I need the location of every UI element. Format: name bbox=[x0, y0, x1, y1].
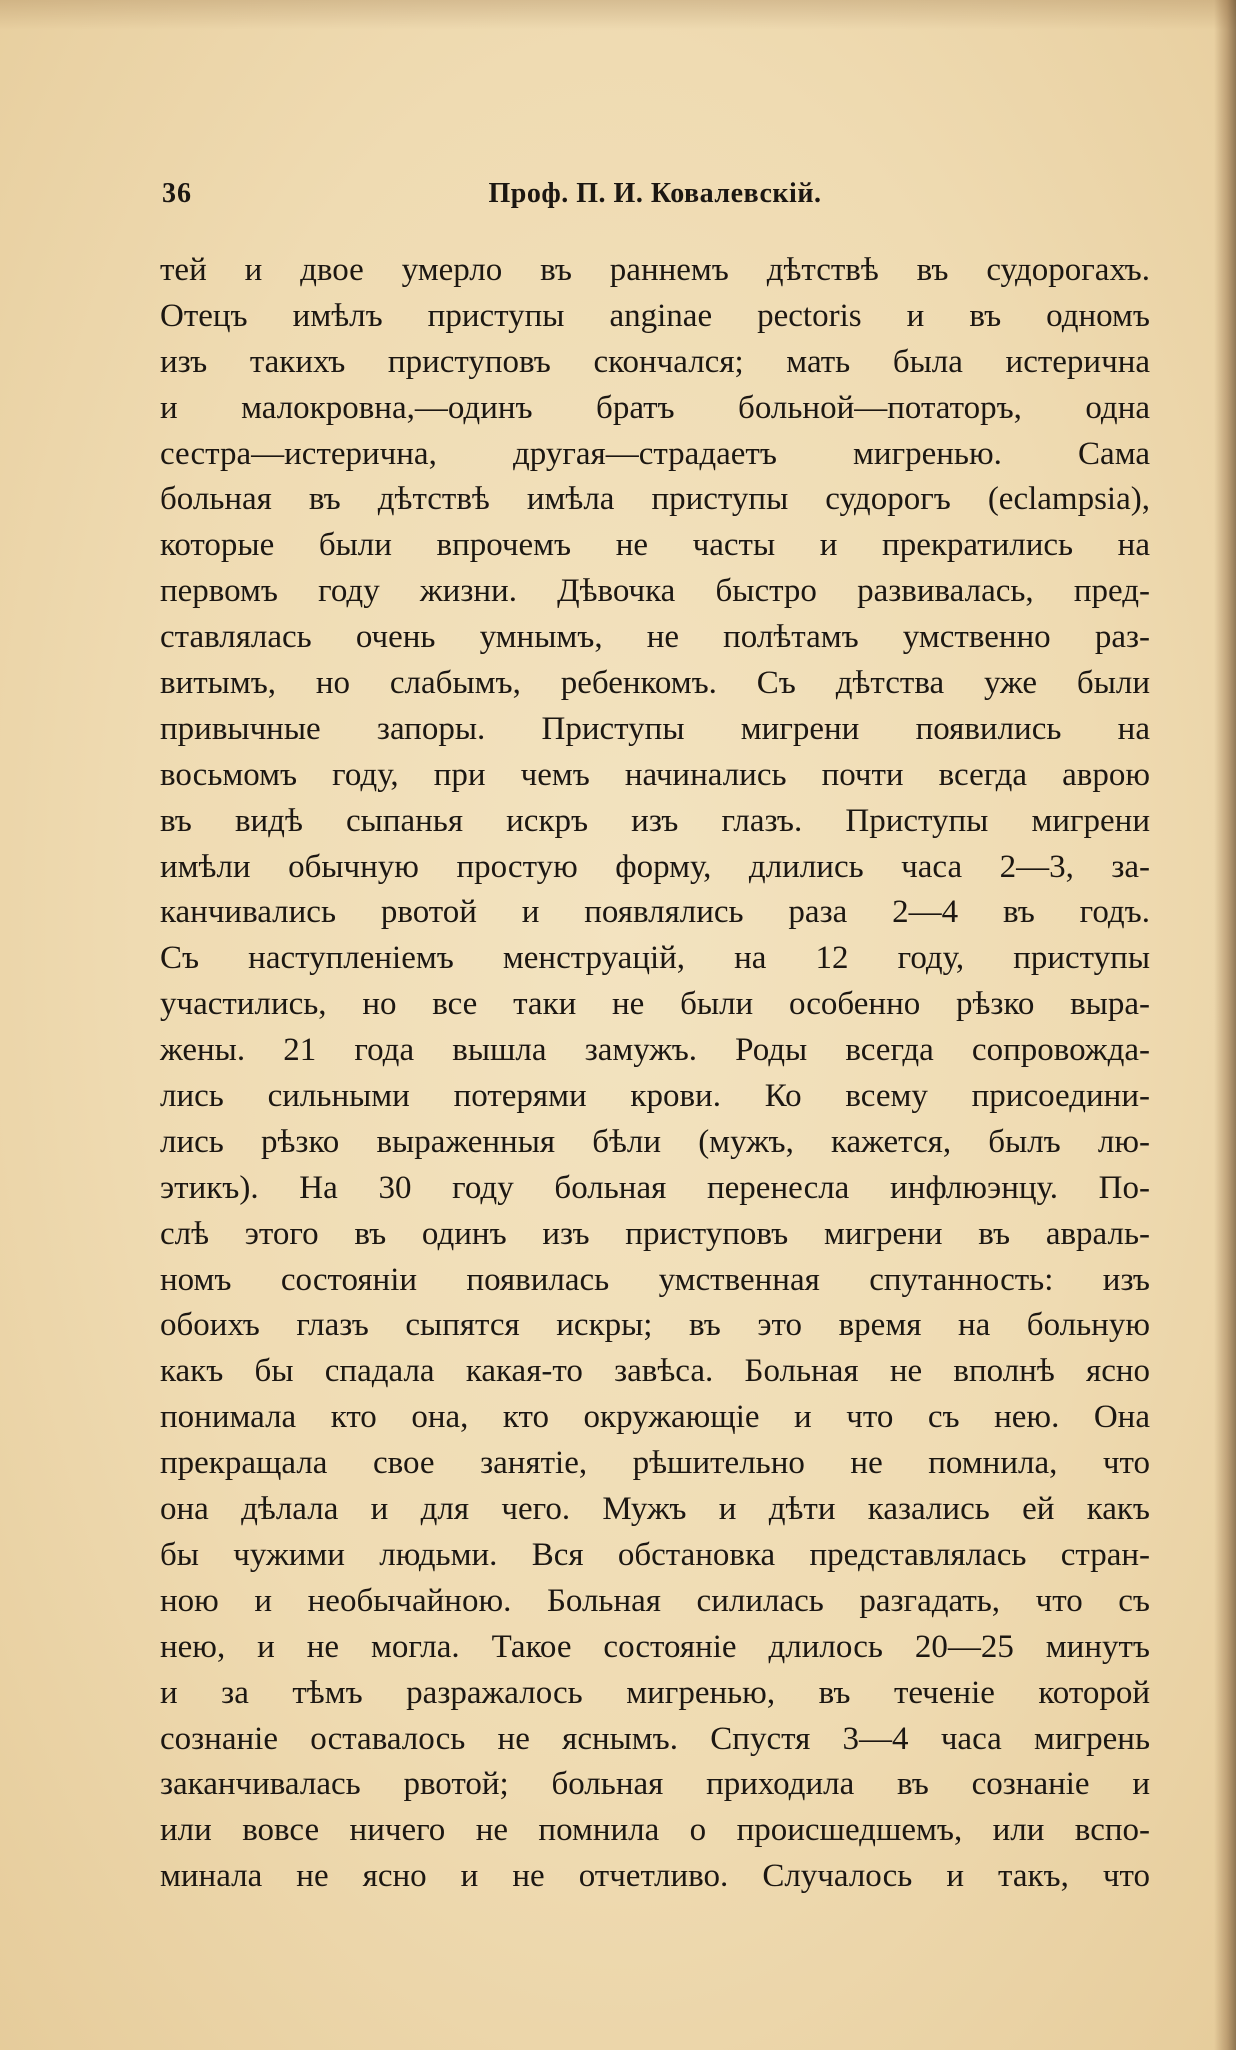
text-line: сознаніе оставалось не яснымъ. Спустя 3—4 часа мигрень bbox=[160, 1720, 1150, 1757]
text-line: заканчивалась рвотой; больная приходила въ сознаніе и bbox=[160, 1766, 1150, 1803]
text-line: нею, и не могла. Такое состояніе длилось 20—25 минутъ bbox=[160, 1628, 1150, 1665]
text-line: лись сильными потерями крови. Ко всему присоедини- bbox=[160, 1078, 1150, 1115]
text-line: этикъ). На 30 году больная перенесла инфлюэнцу. По- bbox=[160, 1169, 1150, 1206]
text-line: или вовсе ничего не помнила о происшедшемъ, или вспо- bbox=[160, 1812, 1150, 1849]
text-line: обоихъ глазъ сыпятся искры; въ это время на больную bbox=[160, 1307, 1150, 1344]
text-line: канчивались рвотой и появлялись раза 2—4 въ годъ. bbox=[160, 894, 1150, 931]
text-line: ною и необычайною. Больная силилась разгадать, что съ bbox=[160, 1582, 1150, 1619]
text-line: которые были впрочемъ не часты и прекратились на bbox=[160, 527, 1150, 564]
text-line: Съ наступленіемъ менструацій, на 12 году, приступы bbox=[160, 940, 1150, 977]
text-line: сестра—истерична, другая—страдаетъ мигренью. Сама bbox=[160, 435, 1150, 472]
running-head: Проф. П. И. Ковалевскій. bbox=[488, 178, 822, 209]
text-line: привычные запоры. Приступы мигрени появились на bbox=[160, 710, 1150, 747]
text-line: бы чужими людьми. Вся обстановка представлялась стран- bbox=[160, 1536, 1150, 1573]
text-line: жены. 21 года вышла замужъ. Роды всегда сопровожда- bbox=[160, 1032, 1150, 1069]
text-line: Отецъ имѣлъ приступы anginae pectoris и въ одномъ bbox=[160, 297, 1150, 334]
page-number: 36 bbox=[162, 178, 192, 209]
text-line: изъ такихъ приступовъ скончался; мать была истерична bbox=[160, 343, 1150, 380]
text-line: лись рѣзко выраженныя бѣли (мужъ, кажется, былъ лю- bbox=[160, 1123, 1150, 1160]
text-line: витымъ, но слабымъ, ребенкомъ. Съ дѣтства уже были bbox=[160, 665, 1150, 702]
text-line: тей и двое умерло въ раннемъ дѣтствѣ въ судорогахъ. bbox=[160, 252, 1150, 288]
text-line: имѣли обычную простую форму, длились часа 2—3, за- bbox=[160, 848, 1150, 885]
page-header bbox=[162, 178, 1148, 218]
text-line: больная въ дѣтствѣ имѣла приступы судорогъ (eclampsia), bbox=[160, 481, 1150, 518]
page-spine-shadow bbox=[1214, 0, 1236, 2050]
text-line: минала не ясно и не отчетливо. Случалось и такъ, что bbox=[160, 1858, 1150, 1895]
text-line: первомъ году жизни. Дѣвочка быстро развивалась, пред- bbox=[160, 573, 1150, 610]
text-line: и малокровна,—одинъ братъ больной—потаторъ, одна bbox=[160, 389, 1150, 426]
text-line: какъ бы спадала какая-то завѣса. Больная не вполнѣ ясно bbox=[160, 1353, 1150, 1390]
text-line: она дѣлала и для чего. Мужъ и дѣти казались ей какъ bbox=[160, 1491, 1150, 1528]
text-line: въ видѣ сыпанья искръ изъ глазъ. Приступы мигрени bbox=[160, 802, 1150, 839]
text-line: понимала кто она, кто окружающіе и что съ нею. Она bbox=[160, 1399, 1150, 1436]
text-line: номъ состояніи появилась умственная спутанность: изъ bbox=[160, 1261, 1150, 1298]
text-line: восьмомъ году, при чемъ начинались почти всегда аврою bbox=[160, 756, 1150, 793]
page-edge-shadow-top bbox=[0, 0, 1236, 30]
text-line: участились, но все таки не были особенно рѣзко выра- bbox=[160, 986, 1150, 1023]
text-line: слѣ этого въ одинъ изъ приступовъ мигрени въ авраль- bbox=[160, 1215, 1150, 1252]
text-line: прекращала свое занятіе, рѣшительно не помнила, что bbox=[160, 1445, 1150, 1482]
body-text bbox=[160, 248, 1150, 1900]
text-line: и за тѣмъ разражалось мигренью, въ теченіе которой bbox=[160, 1674, 1150, 1711]
text-line: ставлялась очень умнымъ, не полѣтамъ умственно раз- bbox=[160, 619, 1150, 656]
